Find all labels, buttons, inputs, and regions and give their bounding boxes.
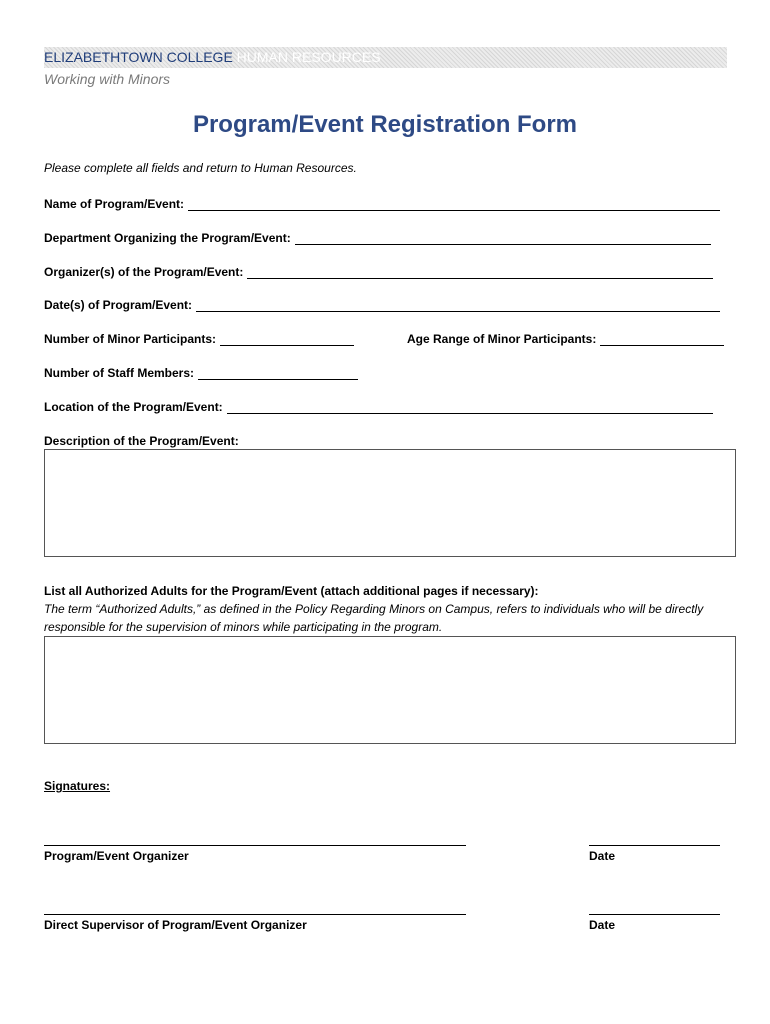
field-organizers — [44, 265, 713, 279]
organizer-signature-line[interactable] — [44, 845, 466, 846]
header-subtitle: Working with Minors — [44, 71, 171, 87]
field-label: Age Range of Minor Participants: — [407, 332, 597, 346]
organizer-signature-label: Program/Event Organizer — [44, 849, 189, 863]
program-name-blank[interactable] — [188, 199, 720, 211]
authorized-adults-textbox[interactable] — [44, 636, 736, 744]
description-textbox[interactable] — [44, 449, 736, 557]
organizer-date-line[interactable] — [589, 845, 720, 846]
field-department — [44, 231, 711, 245]
department-name: HUMAN RESOURCES — [236, 49, 381, 65]
field-label: Description of the Program/Event: — [44, 434, 239, 448]
field-age-range — [407, 332, 724, 346]
organizers-blank[interactable] — [247, 267, 713, 279]
supervisor-signature-line[interactable] — [44, 914, 466, 915]
header-title — [44, 49, 381, 65]
college-name: ELIZABETHTOWN COLLEGE — [44, 49, 233, 65]
field-dates — [44, 298, 720, 312]
field-description — [44, 434, 239, 448]
field-label: Organizer(s) of the Program/Event: — [44, 265, 244, 279]
form-title: Program/Event Registration Form — [192, 111, 578, 138]
authorized-adults-heading — [44, 584, 539, 598]
dates-blank[interactable] — [196, 300, 720, 312]
field-label: Name of Program/Event: — [44, 197, 185, 211]
field-location — [44, 400, 713, 414]
signatures-title: Signatures: — [44, 779, 111, 793]
field-label: Number of Staff Members: — [44, 366, 195, 380]
field-program-name — [44, 197, 720, 211]
field-num-staff — [44, 366, 358, 380]
field-label: Department Organizing the Program/Event: — [44, 231, 291, 245]
num-minors-blank[interactable] — [220, 334, 354, 346]
num-staff-blank[interactable] — [198, 368, 358, 380]
instruction-text: Please complete all fields and return to Human Resources. — [44, 161, 357, 175]
organizer-date-label: Date — [589, 849, 616, 863]
supervisor-date-label: Date — [589, 918, 616, 932]
supervisor-date-line[interactable] — [589, 914, 720, 915]
age-range-blank[interactable] — [600, 334, 724, 346]
field-label: Location of the Program/Event: — [44, 400, 223, 414]
department-blank[interactable] — [295, 233, 711, 245]
field-num-minors — [44, 332, 354, 346]
supervisor-signature-label: Direct Supervisor of Program/Event Organizer — [44, 918, 307, 932]
field-label: Date(s) of Program/Event: — [44, 298, 193, 312]
field-label: List all Authorized Adults for the Program/Event (attach additional pages if necessary): — [44, 584, 539, 598]
authorized-adults-note: The term “Authorized Adults,” as defined in the Policy Regarding Minors on Campus, refers to individuals who will be directly responsible for the supervision of minors while participating in the program. — [44, 602, 704, 634]
location-blank[interactable] — [227, 402, 713, 414]
field-label: Number of Minor Participants: — [44, 332, 217, 346]
